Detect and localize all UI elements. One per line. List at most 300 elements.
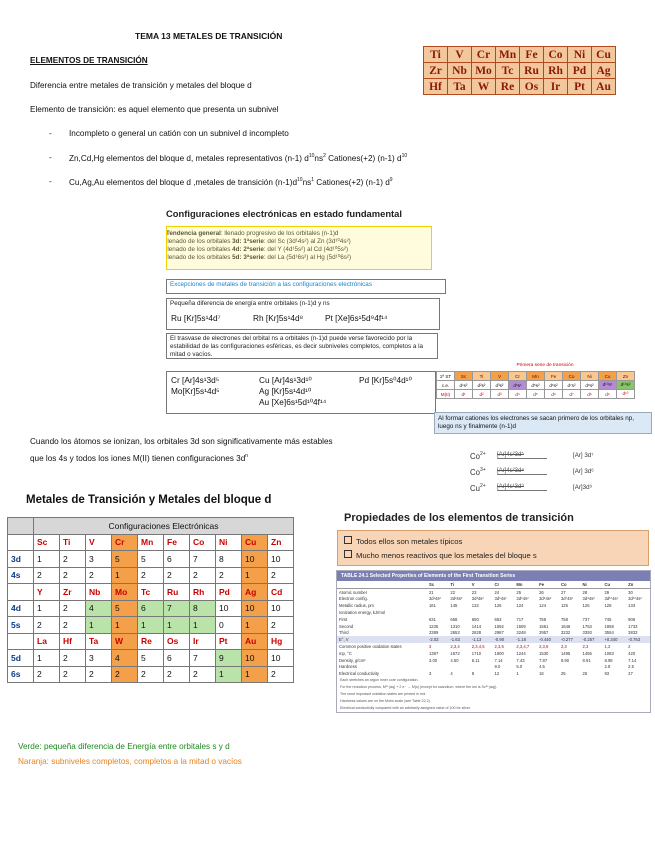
element-cell: Zr bbox=[424, 63, 448, 79]
properties-cell: 27 bbox=[560, 589, 566, 595]
element-cell: W bbox=[472, 79, 496, 95]
properties-cell: 1753 bbox=[582, 623, 592, 629]
properties-cell: 25 bbox=[516, 589, 522, 595]
column-header: V bbox=[470, 581, 493, 588]
properties-cell bbox=[581, 609, 603, 616]
ion-label: $Cu^{2+}$ bbox=[470, 483, 486, 493]
bullet-item-1: - Incompleto o general un catión con un subnivel d incompleto bbox=[49, 129, 289, 138]
element-symbol: Cu bbox=[242, 534, 268, 551]
mini-cell: Zn bbox=[617, 372, 635, 381]
properties-cell: Common positive oxidation states bbox=[339, 644, 402, 650]
transfer-box: El trasvase de electrones del orbital ns a orbitales (n-1)d puede verse favorecido por la estabilidad de las configuraciones esféricas, es decir subniveles completos, completos a la mitad o vacíos. bbox=[166, 333, 438, 359]
config-value: 8 bbox=[190, 600, 216, 617]
blank-cell bbox=[8, 633, 34, 650]
properties-cell bbox=[514, 609, 537, 616]
properties-cell: Third bbox=[339, 630, 349, 636]
footnote: The most important oxidation states are printed in red. bbox=[340, 692, 427, 697]
element-symbol: Zr bbox=[60, 584, 86, 601]
properties-cell: Hardness bbox=[339, 664, 357, 670]
mini-cell: d⁷s² bbox=[563, 381, 581, 390]
element-symbol: Hg bbox=[268, 633, 294, 650]
paragraph-difference: Diferencia entre metales de transición y metales del bloque d bbox=[30, 81, 252, 90]
element-cell: Au bbox=[592, 79, 616, 95]
grid-row bbox=[424, 47, 616, 63]
element-cell: Cr bbox=[472, 47, 496, 63]
properties-table bbox=[337, 581, 650, 677]
properties-cell: 125 bbox=[494, 603, 502, 609]
properties-cell: 2,3,6 bbox=[494, 644, 504, 650]
config-row bbox=[8, 617, 294, 634]
element-symbol: Os bbox=[164, 633, 190, 650]
properties-cell: 3833 bbox=[628, 630, 638, 636]
properties-cell: 30 bbox=[628, 589, 633, 595]
config-value: 2 bbox=[138, 666, 164, 683]
config-value: 5 bbox=[138, 551, 164, 568]
properties-cell: 161 bbox=[428, 603, 436, 609]
properties-cell: 2653 bbox=[450, 630, 460, 636]
properties-cell bbox=[448, 609, 469, 616]
mini-row bbox=[437, 381, 635, 390]
properties-cell: 1672 bbox=[450, 650, 460, 656]
config-value: 2 bbox=[268, 666, 294, 683]
mini-cell: d¹⁰s² bbox=[617, 381, 635, 390]
config-value: 10 bbox=[242, 650, 268, 667]
config-value: 1 bbox=[34, 600, 60, 617]
properties-cell: 1710 bbox=[471, 650, 482, 656]
checkbox-icon bbox=[344, 536, 352, 544]
footnote: Electrical conductivity compared with an arbitrarily assigned value of 100 for silver. bbox=[340, 706, 471, 711]
config-value: 10 bbox=[242, 551, 268, 568]
properties-cell: 653 bbox=[494, 616, 502, 622]
properties-cell: 1592 bbox=[494, 623, 504, 629]
config-value: 1 bbox=[138, 617, 164, 634]
properties-cell: Density, g/cm³ bbox=[339, 657, 366, 663]
properties-cell: 2957 bbox=[539, 630, 549, 636]
config-value: 1 bbox=[34, 551, 60, 568]
properties-cell bbox=[581, 664, 603, 671]
element-symbol: Tc bbox=[138, 584, 164, 601]
properties-cell: E°, V bbox=[339, 637, 349, 643]
element-symbol: Mo bbox=[112, 584, 138, 601]
mini-cell: Ni bbox=[581, 372, 599, 381]
config-value: 1 bbox=[242, 567, 268, 584]
properties-cell: 3 bbox=[428, 644, 432, 650]
element-symbol: Zn bbox=[268, 534, 294, 551]
mini-cell: V bbox=[491, 372, 509, 381]
element-cell: Tc bbox=[496, 63, 520, 79]
config-row bbox=[8, 666, 294, 683]
element-cell: Hf bbox=[424, 79, 448, 95]
properties-title: Propiedades de los elementos de transición bbox=[344, 512, 574, 524]
small-diff-label: Pequeña diferencia de energía entre orbitales (n-1)d y ns bbox=[170, 300, 330, 307]
config-pt: Pt [Xe]6s¹5d⁹4f¹⁴ bbox=[325, 313, 388, 323]
properties-cell: 124 bbox=[516, 603, 524, 609]
mini-cell: Sc bbox=[455, 372, 473, 381]
properties-cell bbox=[492, 609, 514, 616]
dash-icon: - bbox=[49, 153, 52, 162]
properties-table-panel bbox=[336, 570, 651, 713]
properties-cell: 7.14 bbox=[628, 657, 637, 663]
properties-row bbox=[337, 664, 650, 671]
properties-cell: 93 bbox=[604, 671, 610, 677]
element-symbol: Rh bbox=[190, 584, 216, 601]
orbital-label: 6s bbox=[8, 666, 34, 683]
mini-cell: M(II) bbox=[437, 390, 455, 399]
properties-cell: 3d¹⁰4s² bbox=[628, 596, 642, 602]
properties-cell: 26 bbox=[539, 589, 544, 595]
properties-cell: 21 bbox=[428, 589, 434, 595]
config-au: Au [Xe]6s¹5d¹⁰4f¹⁴ bbox=[259, 397, 327, 407]
properties-cell: 3d²4s² bbox=[450, 596, 463, 602]
ion-label: $Co^{2+}$ bbox=[470, 451, 486, 461]
config-value: 2 bbox=[60, 617, 86, 634]
ion-original-config: [Ar]4s²3d⁴ bbox=[497, 468, 547, 475]
column-header: Cu bbox=[602, 581, 626, 588]
properties-cell: 2 bbox=[628, 644, 631, 650]
first-series-table bbox=[436, 371, 635, 399]
config-cr: Cr [Ar]4s¹3d⁵ bbox=[171, 375, 220, 385]
properties-row bbox=[337, 596, 650, 603]
properties-cell: -0.257 bbox=[582, 637, 595, 643]
config-value: 1 bbox=[216, 666, 242, 683]
config-value: 2 bbox=[190, 666, 216, 683]
config-value: 2 bbox=[86, 666, 112, 683]
properties-cell: Atomic number bbox=[339, 589, 368, 595]
exceptions-config-box bbox=[166, 371, 436, 414]
properties-row bbox=[337, 636, 650, 643]
properties-cell: 2389 bbox=[428, 630, 439, 636]
mini-cell: d⁵s² bbox=[527, 381, 545, 390]
config-value: 2 bbox=[268, 567, 294, 584]
column-header bbox=[337, 581, 427, 588]
mini-cell: d⁵s¹ bbox=[509, 381, 527, 390]
element-symbol: Pd bbox=[216, 584, 242, 601]
config-ag: Ag [Kr]5s¹4d¹⁰ bbox=[259, 386, 312, 396]
properties-cell: 5.0 bbox=[516, 664, 523, 670]
mini-cell: d¹⁰s¹ bbox=[599, 381, 617, 390]
properties-cell: 133 bbox=[628, 603, 636, 609]
properties-cell: 1 bbox=[516, 671, 519, 677]
corner-cell bbox=[8, 518, 34, 535]
properties-cell: 125 bbox=[560, 603, 568, 609]
properties-cell: 3248 bbox=[516, 630, 526, 636]
element-symbol: Nb bbox=[86, 584, 112, 601]
config-value: 2 bbox=[190, 567, 216, 584]
properties-cell: First bbox=[339, 616, 348, 622]
config-value: 2 bbox=[34, 666, 60, 683]
properties-cell: -1.18 bbox=[516, 637, 526, 643]
properties-row bbox=[337, 670, 650, 677]
config-value: 1 bbox=[112, 617, 138, 634]
element-symbol: V bbox=[86, 534, 112, 551]
footnote: Each stretches an argon inner core configuration. bbox=[340, 678, 419, 683]
properties-cell: 3d¹4s² bbox=[428, 596, 441, 602]
legend-orange: Naranja: subniveles completos, completos a la mitad o vacíos bbox=[18, 757, 242, 766]
mini-cell: d² bbox=[473, 390, 491, 399]
properties-row bbox=[337, 588, 650, 595]
ion-label: $Co^{3+}$ bbox=[470, 467, 486, 477]
properties-cell: 132 bbox=[471, 603, 479, 609]
properties-cell: 3d⁸4s² bbox=[582, 596, 595, 602]
element-row bbox=[8, 633, 294, 650]
properties-cell: 2,3,4,5 bbox=[471, 644, 485, 650]
config-value: 6 bbox=[138, 600, 164, 617]
element-cell: Ru bbox=[520, 63, 544, 79]
element-cell: V bbox=[448, 47, 472, 63]
mini-cell: d³ bbox=[491, 390, 509, 399]
electron-config-table bbox=[7, 517, 294, 683]
properties-cell: 3d¹⁰4s¹ bbox=[604, 596, 619, 602]
config-value: 7 bbox=[190, 551, 216, 568]
properties-cell: 745 bbox=[604, 616, 612, 622]
orbital-label: 4d bbox=[8, 600, 34, 617]
properties-cell: 7.87 bbox=[539, 657, 548, 663]
page-title: TEMA 13 METALES DE TRANSICIÓN bbox=[135, 31, 283, 41]
config-value: 1 bbox=[190, 617, 216, 634]
mini-cell: d²s² bbox=[473, 381, 491, 390]
properties-cell bbox=[537, 609, 559, 616]
mini-cell: Cr bbox=[509, 372, 527, 381]
properties-cell: 2,3 bbox=[582, 644, 589, 650]
config-value: 2 bbox=[216, 567, 242, 584]
properties-footnotes bbox=[337, 677, 650, 712]
properties-cell: 3d⁵4s¹ bbox=[494, 596, 507, 602]
element-symbol: Re bbox=[138, 633, 164, 650]
properties-row bbox=[337, 616, 650, 623]
properties-cell: -0.440 bbox=[539, 637, 551, 643]
properties-cell: 8.90 bbox=[560, 657, 570, 663]
properties-cell: 1561 bbox=[539, 623, 549, 629]
element-symbol: Co bbox=[190, 534, 216, 551]
mini-cell: Co bbox=[563, 372, 581, 381]
ion-original-config: [Ar]4s²3d⁵ bbox=[497, 452, 547, 459]
mini-cell: Fe bbox=[545, 372, 563, 381]
config-value: 2 bbox=[60, 666, 86, 683]
config-value: 1 bbox=[242, 666, 268, 683]
properties-cell: -2.03 bbox=[428, 637, 439, 643]
config-value: 10 bbox=[268, 551, 294, 568]
properties-cell: 420 bbox=[628, 650, 636, 656]
element-symbol: Ag bbox=[242, 584, 268, 601]
mini-cell: d³s² bbox=[491, 381, 509, 390]
config-value: 10 bbox=[216, 600, 242, 617]
config-value: 2 bbox=[60, 600, 86, 617]
properties-cell bbox=[559, 664, 581, 671]
table-header: Configuraciones Electrónicas bbox=[34, 518, 294, 535]
column-header: Sc bbox=[427, 581, 448, 588]
properties-cell: 124 bbox=[539, 603, 547, 609]
checkbox-icon bbox=[344, 550, 352, 558]
column-header: Mn bbox=[514, 581, 537, 588]
config-value: 6 bbox=[164, 650, 190, 667]
properties-cell: 3232 bbox=[560, 630, 571, 636]
properties-cell: 1646 bbox=[560, 623, 571, 629]
element-cell: Ag bbox=[592, 63, 616, 79]
properties-cell: 2828 bbox=[471, 630, 482, 636]
column-header: Zn bbox=[626, 581, 650, 588]
properties-cell: Electron config. bbox=[339, 596, 368, 602]
element-symbol: Cd bbox=[268, 584, 294, 601]
properties-cell bbox=[427, 609, 448, 616]
element-symbol: Cr bbox=[112, 534, 138, 551]
element-cell: Mn bbox=[496, 47, 520, 63]
config-rh: Rh [Kr]5s¹4d⁸ bbox=[253, 313, 304, 323]
properties-row bbox=[337, 602, 650, 609]
properties-cell: 2,3,4,7 bbox=[516, 644, 530, 650]
properties-cell: 737 bbox=[582, 616, 590, 622]
properties-cell: 650 bbox=[471, 616, 479, 622]
grid-row bbox=[424, 63, 616, 79]
element-symbol: Fe bbox=[164, 534, 190, 551]
element-symbol: Pt bbox=[216, 633, 242, 650]
config-value: 2 bbox=[164, 567, 190, 584]
config-pd: Pd [Kr]5s⁰4d¹⁰ bbox=[359, 375, 412, 385]
transition-element-grid bbox=[423, 46, 616, 95]
config-value: 3 bbox=[86, 650, 112, 667]
properties-cell bbox=[626, 609, 650, 616]
properties-cell: Electrical conductivity bbox=[339, 671, 380, 677]
config-row bbox=[8, 567, 294, 584]
properties-row bbox=[337, 623, 650, 630]
properties-cell: 1455 bbox=[582, 650, 592, 656]
properties-cell: 6.11 bbox=[471, 657, 480, 663]
orbital-label: 5s bbox=[8, 617, 34, 634]
properties-cell: 25 bbox=[560, 671, 566, 677]
ion-result-config: [Ar] 3d⁷ bbox=[573, 452, 594, 459]
config-ru: Ru [Kr]5s¹4d⁷ bbox=[171, 313, 221, 323]
properties-cell: -0.277 bbox=[560, 637, 573, 643]
mini-cell: d⁸ bbox=[581, 390, 599, 399]
properties-cell: 2,3,4 bbox=[450, 644, 460, 650]
element-symbol: Ir bbox=[190, 633, 216, 650]
properties-cell: Ionization energy, kJ/mol bbox=[339, 610, 386, 616]
properties-cell: 1509 bbox=[516, 623, 526, 629]
properties-table-title: TABLE 24.1 Selected Properties of Elements of the First Transition Series bbox=[337, 571, 650, 581]
properties-cell: 759 bbox=[539, 616, 547, 622]
config-value: 7 bbox=[164, 600, 190, 617]
config-row bbox=[8, 551, 294, 568]
properties-cell: 12 bbox=[494, 671, 500, 677]
element-cell: Fe bbox=[520, 47, 544, 63]
legend-green: Verde: pequeña diferencia de Energía entre orbitales s y d bbox=[18, 742, 230, 751]
dash-icon: - bbox=[49, 129, 52, 138]
properties-header-row bbox=[337, 581, 650, 588]
element-symbol: Y bbox=[34, 584, 60, 601]
properties-box bbox=[337, 530, 649, 566]
dash-icon: - bbox=[49, 177, 52, 186]
properties-cell: -0.90 bbox=[494, 637, 505, 643]
properties-cell: 3d⁵4s² bbox=[516, 596, 529, 602]
properties-cell bbox=[448, 664, 469, 671]
properties-cell: 717 bbox=[516, 616, 524, 622]
properties-row bbox=[337, 650, 650, 657]
properties-cell: 631 bbox=[428, 616, 436, 622]
table-header-row bbox=[8, 518, 294, 535]
mini-cell: c.e. bbox=[437, 381, 455, 390]
config-value: 2 bbox=[34, 617, 60, 634]
properties-cell bbox=[470, 609, 493, 616]
config-value: 9 bbox=[216, 650, 242, 667]
cation-note: Al formar cationes los electrones se sacan primero de los orbitales np, luego ns y finalmente (n-1)d bbox=[434, 412, 652, 434]
config-value: 6 bbox=[164, 551, 190, 568]
properties-cell: 8.91 bbox=[582, 657, 591, 663]
properties-cell: 3d⁶4s² bbox=[539, 596, 552, 602]
config-value: 2 bbox=[60, 567, 86, 584]
mini-cell: 1ª ST bbox=[437, 372, 455, 381]
properties-cell: Second bbox=[339, 623, 354, 629]
properties-cell: 1958 bbox=[604, 623, 614, 629]
mini-cell: d¹ bbox=[455, 390, 473, 399]
column-header: Co bbox=[559, 581, 581, 588]
element-symbol: Mn bbox=[138, 534, 164, 551]
properties-cell: 3554 bbox=[604, 630, 614, 636]
config-panel-title: Configuraciones electrónicas en estado fundamental bbox=[166, 208, 402, 219]
element-symbol: Ta bbox=[86, 633, 112, 650]
mini-cell: d⁶s² bbox=[545, 381, 563, 390]
properties-cell: 2987 bbox=[494, 630, 504, 636]
properties-row bbox=[337, 609, 650, 616]
footnote: Hardness values are on the Mohs scale (see Table 22.2). bbox=[340, 699, 431, 704]
properties-cell: 1083 bbox=[604, 650, 614, 656]
properties-cell: +0.340 bbox=[604, 637, 618, 643]
properties-cell: 3 bbox=[428, 671, 432, 677]
config-value: 2 bbox=[138, 567, 164, 584]
config-value: 2 bbox=[268, 617, 294, 634]
properties-cell bbox=[470, 664, 493, 671]
properties-cell: 27 bbox=[628, 671, 633, 677]
element-cell: Cu bbox=[592, 47, 616, 63]
mini-cell: d⁴ bbox=[509, 390, 527, 399]
properties-cell: 1310 bbox=[450, 623, 460, 629]
properties-cell: 1900 bbox=[494, 650, 504, 656]
config-value: 3 bbox=[86, 551, 112, 568]
element-cell: Pt bbox=[568, 79, 592, 95]
properties-cell: 9.0 bbox=[494, 664, 501, 670]
properties-cell: 1397 bbox=[428, 650, 439, 656]
mini-table-title: Primera serie de transición bbox=[516, 363, 574, 368]
column-header: Fe bbox=[537, 581, 559, 588]
properties-cell: -1.63 bbox=[450, 637, 460, 643]
properties-cell: 145 bbox=[450, 603, 458, 609]
blank-cell bbox=[8, 534, 34, 551]
element-row bbox=[8, 584, 294, 601]
config-value: 5 bbox=[112, 600, 138, 617]
properties-cell: 7.14 bbox=[494, 657, 503, 663]
element-symbol: Ni bbox=[216, 534, 242, 551]
properties-cell: 28 bbox=[582, 589, 588, 595]
footnote: For the reduction process, M²⁺(aq) + 2 e⁻ → M(s) (except for scandium, where the ion is Sc³⁺(aq)). bbox=[340, 685, 498, 690]
orbital-label: 5d bbox=[8, 650, 34, 667]
properties-cell: 8.95 bbox=[604, 657, 613, 663]
paragraph-definition: Elemento de transición: es aquel elemento que presenta un subnivel bbox=[30, 105, 279, 114]
mini-cell: d⁷ bbox=[563, 390, 581, 399]
config-value: 1 bbox=[164, 617, 190, 634]
properties-cell: -1.13 bbox=[471, 637, 482, 643]
mini-cell: d¹⁰ bbox=[617, 390, 635, 399]
config-value: 10 bbox=[268, 650, 294, 667]
ion-result-config: [Ar]3d⁹ bbox=[573, 484, 593, 491]
properties-cell: 758 bbox=[560, 616, 568, 622]
properties-cell: mp, °C bbox=[339, 650, 352, 656]
orbital-label: 3d bbox=[8, 551, 34, 568]
properties-cell: 1530 bbox=[539, 650, 549, 656]
properties-cell: 658 bbox=[450, 616, 458, 622]
config-value: 1 bbox=[34, 650, 60, 667]
properties-row bbox=[337, 657, 650, 664]
properties-cell: 22 bbox=[450, 589, 456, 595]
properties-cell: 3.00 bbox=[428, 657, 438, 663]
properties-cell: Metallic radius, pm bbox=[339, 603, 374, 609]
